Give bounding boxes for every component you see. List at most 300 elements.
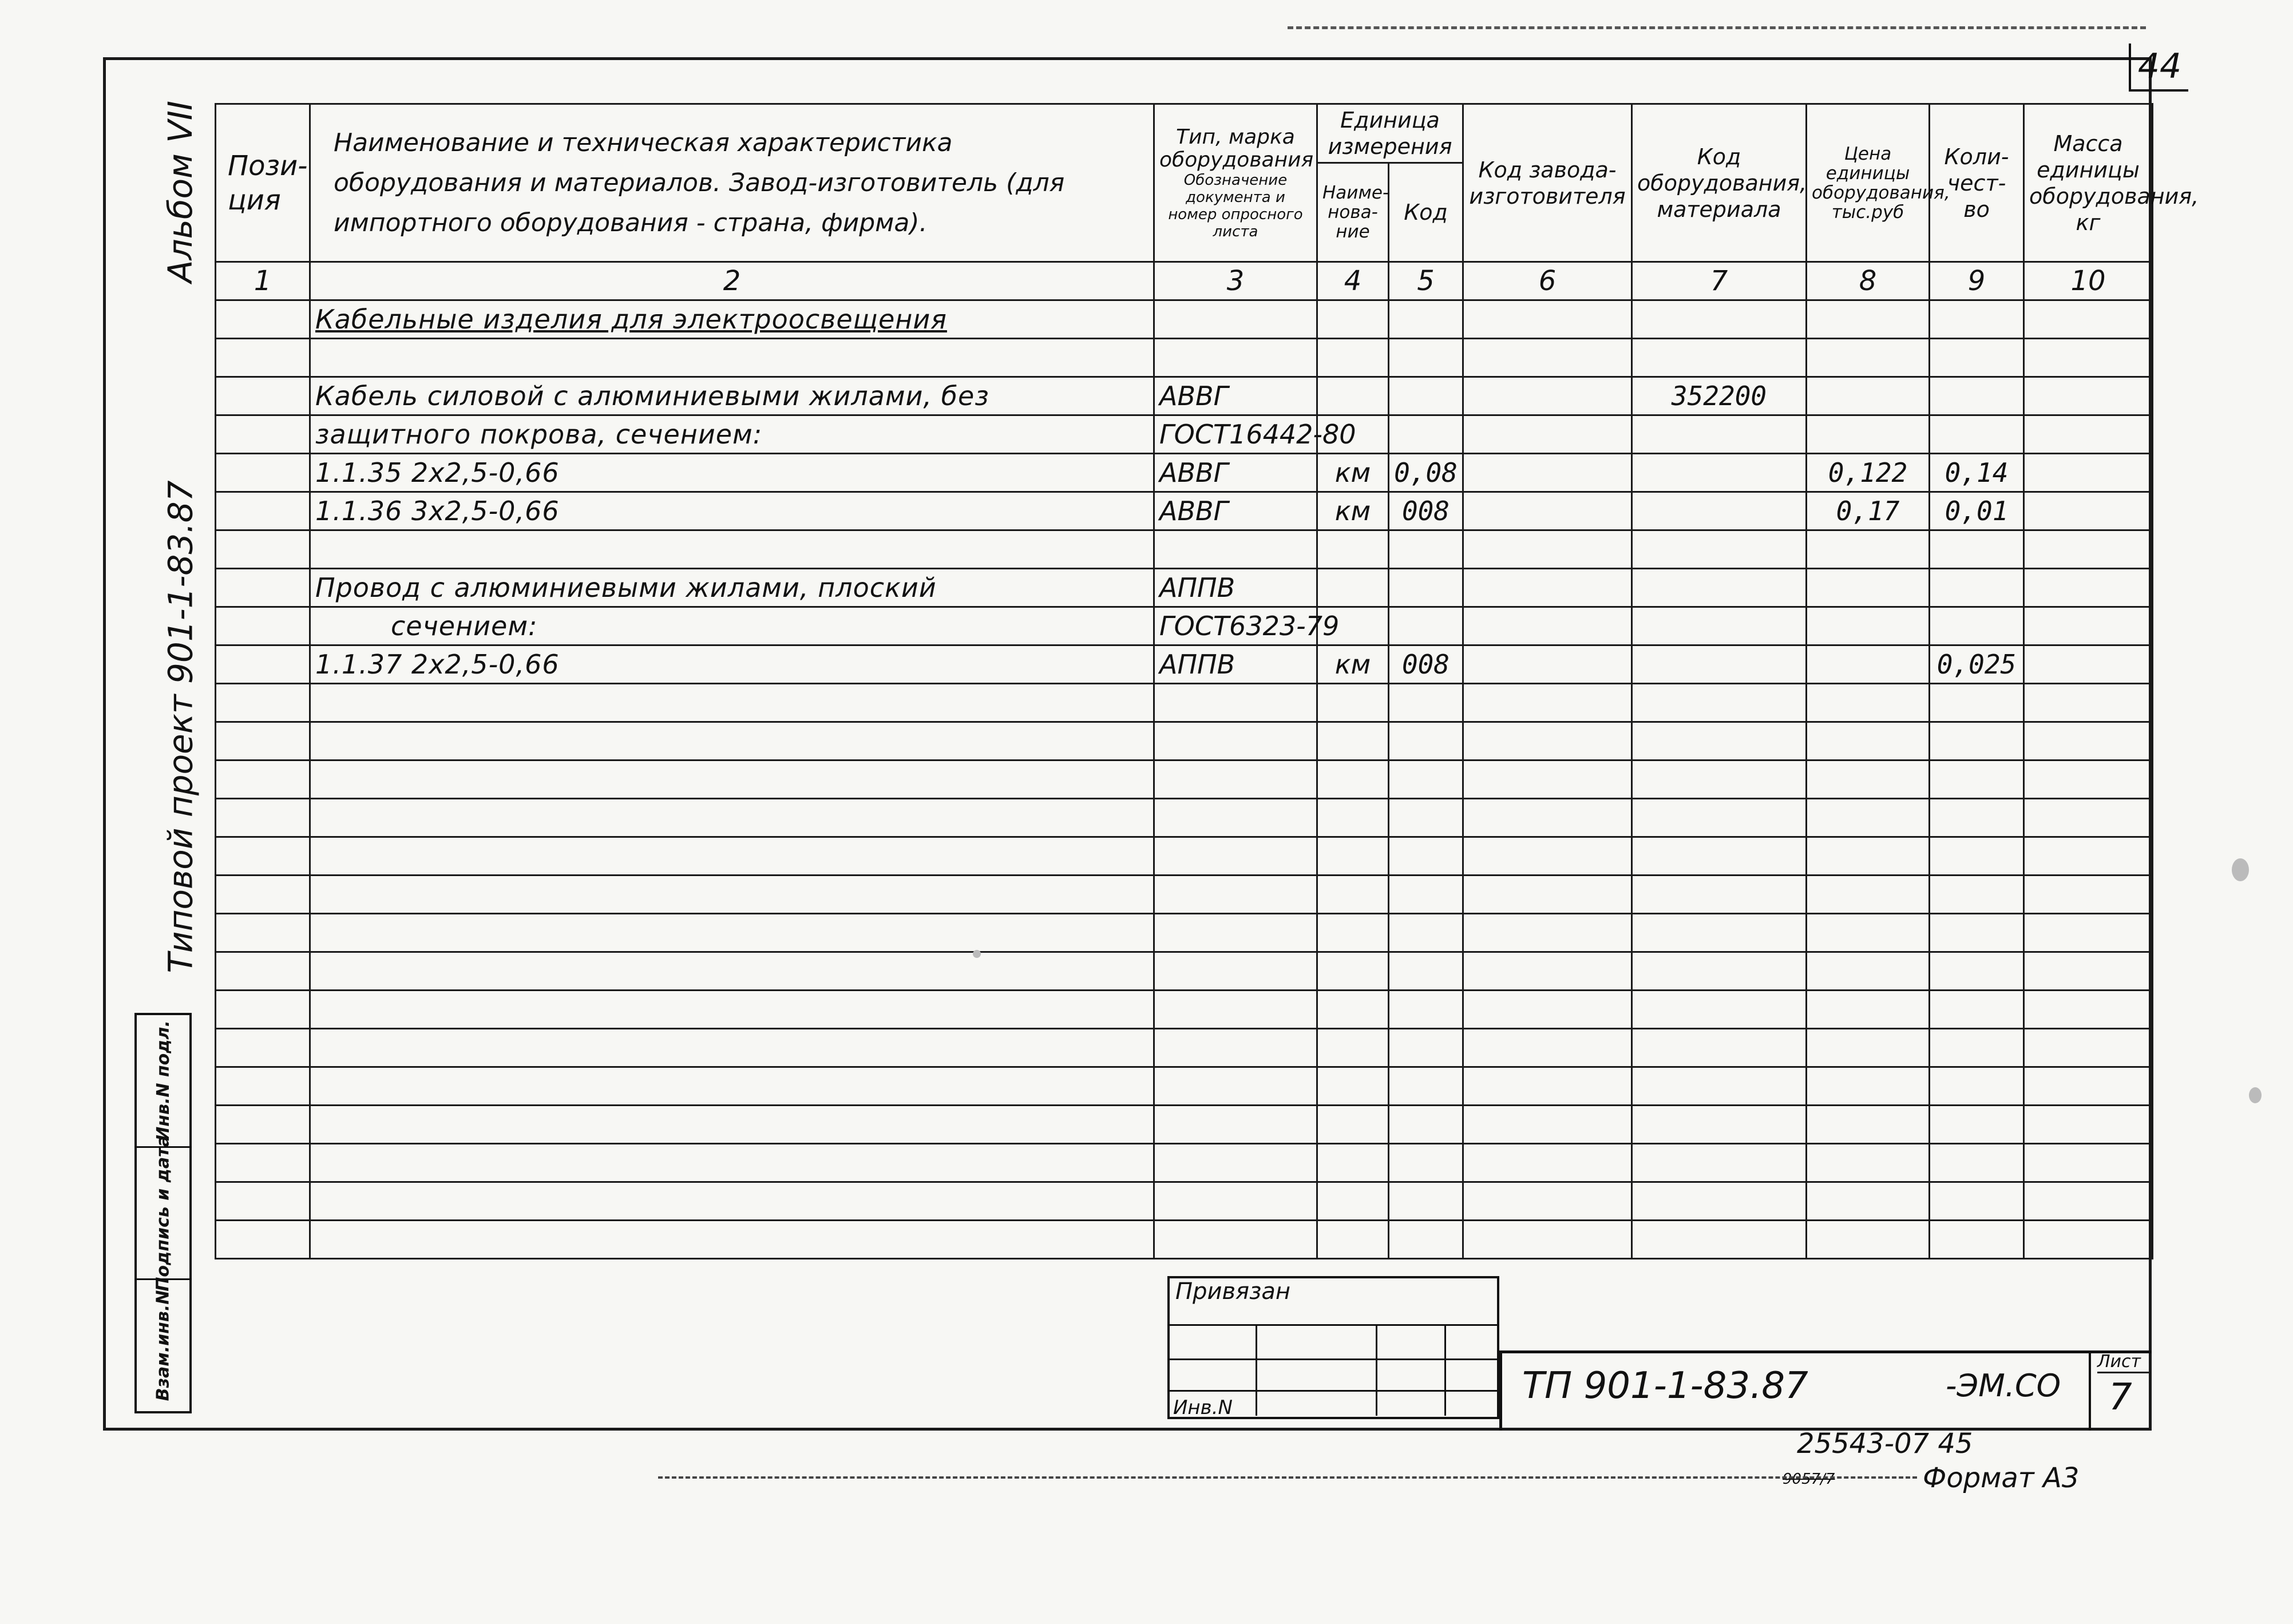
unit-name-cell: км (1317, 645, 1389, 684)
unit-code-cell: 008 (1389, 645, 1463, 684)
item-type-cell: ГОСТ16442-80 (1154, 415, 1317, 454)
item-name-cell: 1.1.35 2x2,5-0,66 (310, 454, 1154, 492)
item-type-cell (1154, 876, 1317, 914)
header-unit: Единица измерения (1317, 104, 1463, 163)
mass-cell (2024, 1221, 2153, 1259)
header-name: Наименование и техническая характеристика оборудования и материалов. Завод-изготовитель (для импортного оборудования - страна, фирма). (310, 104, 1154, 262)
material-code-cell (1632, 607, 1807, 645)
unit-code-cell (1389, 1106, 1463, 1144)
document-code: ТП 901-1-83.87 (1522, 1365, 1808, 1407)
mass-cell (2024, 1144, 2153, 1182)
quantity-cell (1930, 876, 2024, 914)
item-name-cell: Провод с алюминиевыми жилами, плоский (310, 569, 1154, 607)
price-cell (1807, 952, 1930, 991)
mass-cell (2024, 914, 2153, 952)
unit-code-cell (1389, 684, 1463, 722)
maker-code-cell (1463, 876, 1632, 914)
item-name-cell (310, 1182, 1154, 1221)
item-name-cell (310, 1106, 1154, 1144)
quantity-cell: 0,14 (1930, 454, 2024, 492)
position-cell (216, 1182, 310, 1221)
material-code-cell (1632, 645, 1807, 684)
material-code-cell (1632, 760, 1807, 799)
table-row (216, 1221, 2153, 1259)
header-type-main: Тип, марка оборудования (1159, 125, 1314, 172)
maker-code-cell (1463, 1221, 1632, 1259)
quantity-cell (1930, 760, 2024, 799)
price-cell (1807, 377, 1930, 415)
material-code-cell: 352200 (1632, 377, 1807, 415)
item-name-cell: 1.1.36 3x2,5-0,66 (310, 492, 1154, 530)
binding-inv-label: Инв.N (1173, 1396, 1233, 1419)
unit-name-cell (1317, 377, 1389, 415)
item-type-cell (1154, 991, 1317, 1029)
mass-cell (2024, 1029, 2153, 1067)
mass-cell (2024, 645, 2153, 684)
side-field-replacement-inv: Взам.инв.N (153, 1290, 173, 1401)
position-cell (216, 1221, 310, 1259)
unit-name-cell (1317, 1029, 1389, 1067)
position-cell (216, 837, 310, 876)
unit-code-cell (1389, 377, 1463, 415)
maker-code-cell (1463, 952, 1632, 991)
header-mass: Масса единицы оборудования, кг (2024, 104, 2153, 262)
maker-code-cell (1463, 1029, 1632, 1067)
material-code-cell (1632, 914, 1807, 952)
column-number: 2 (310, 262, 1154, 300)
unit-code-cell (1389, 530, 1463, 569)
position-cell (216, 569, 310, 607)
material-code-cell (1632, 569, 1807, 607)
unit-code-cell (1389, 952, 1463, 991)
mass-cell (2024, 530, 2153, 569)
maker-code-cell (1463, 837, 1632, 876)
column-number: 10 (2024, 262, 2153, 300)
quantity-cell (1930, 1221, 2024, 1259)
table-row (216, 645, 2153, 684)
item-type-cell (1154, 952, 1317, 991)
item-type-cell (1154, 300, 1317, 339)
position-cell (216, 1029, 310, 1067)
position-cell (216, 914, 310, 952)
table-row (216, 530, 2153, 569)
item-type-cell (1154, 1029, 1317, 1067)
item-name-cell (310, 837, 1154, 876)
quantity-cell (1930, 1029, 2024, 1067)
item-name-cell: защитного покрова, сечением: (310, 415, 1154, 454)
quantity-cell (1930, 1067, 2024, 1106)
item-name-cell (310, 991, 1154, 1029)
specification-table (215, 103, 2199, 1259)
unit-code-cell: 008 (1389, 492, 1463, 530)
maker-code-cell (1463, 339, 1632, 377)
mass-cell (2024, 339, 2153, 377)
item-type-cell (1154, 1144, 1317, 1182)
item-name-cell: Кабельные изделия для электроосвещения (310, 300, 1154, 339)
quantity-cell: 0,025 (1930, 645, 2024, 684)
mass-cell (2024, 837, 2153, 876)
price-cell (1807, 684, 1930, 722)
item-name-cell: Кабель силовой с алюминиевыми жилами, без (310, 377, 1154, 415)
maker-code-cell (1463, 684, 1632, 722)
price-cell (1807, 530, 1930, 569)
sheet-number: 7 (2109, 1376, 2132, 1419)
quantity-cell: 0,01 (1930, 492, 2024, 530)
unit-name-cell (1317, 952, 1389, 991)
mass-cell (2024, 722, 2153, 760)
bottom-dashed-rule (658, 1476, 1917, 1479)
price-cell (1807, 569, 1930, 607)
maker-code-cell (1463, 645, 1632, 684)
price-cell (1807, 607, 1930, 645)
table-row (216, 492, 2153, 530)
unit-code-cell (1389, 1182, 1463, 1221)
quantity-cell (1930, 607, 2024, 645)
side-field-signature-date: Подпись и дата (137, 1148, 189, 1281)
header-price: Цена единицы оборудования, тыс.руб (1807, 104, 1930, 262)
mass-cell (2024, 876, 2153, 914)
unit-name-cell (1317, 914, 1389, 952)
price-cell (1807, 1221, 1930, 1259)
unit-name-cell (1317, 876, 1389, 914)
price-cell (1807, 837, 1930, 876)
material-code-cell (1632, 454, 1807, 492)
binding-label: Привязан (1175, 1278, 1291, 1305)
item-type-cell: АППВ (1154, 645, 1317, 684)
quantity-cell (1930, 1106, 2024, 1144)
quantity-cell (1930, 837, 2024, 876)
table-row (216, 454, 2153, 492)
quantity-cell (1930, 377, 2024, 415)
unit-name-cell: км (1317, 454, 1389, 492)
side-album-label: Альбом VII (161, 100, 200, 283)
unit-code-cell (1389, 1221, 1463, 1259)
position-cell (216, 645, 310, 684)
document-suffix: -ЭМ.СО (1946, 1368, 2061, 1404)
maker-code-cell (1463, 454, 1632, 492)
price-cell (1807, 645, 1930, 684)
unit-code-cell (1389, 837, 1463, 876)
unit-name-cell (1317, 684, 1389, 722)
quantity-cell (1930, 1182, 2024, 1221)
material-code-cell (1632, 1067, 1807, 1106)
item-type-cell (1154, 684, 1317, 722)
unit-code-cell (1389, 339, 1463, 377)
quantity-cell (1930, 300, 2024, 339)
price-cell (1807, 415, 1930, 454)
item-name-cell (310, 1029, 1154, 1067)
price-cell (1807, 1029, 1930, 1067)
table-row (216, 684, 2153, 722)
position-cell (216, 799, 310, 837)
material-code-cell (1632, 530, 1807, 569)
column-number: 8 (1807, 262, 1930, 300)
page-number: 44 (2129, 43, 2188, 92)
unit-name-cell (1317, 530, 1389, 569)
maker-code-cell (1463, 991, 1632, 1029)
unit-code-cell (1389, 991, 1463, 1029)
small-stamp-number: 9057/7 (1783, 1471, 1835, 1488)
price-cell (1807, 722, 1930, 760)
maker-code-cell (1463, 300, 1632, 339)
item-name-cell (310, 876, 1154, 914)
unit-name-cell (1317, 760, 1389, 799)
mass-cell (2024, 300, 2153, 339)
item-type-cell (1154, 914, 1317, 952)
price-cell (1807, 876, 1930, 914)
item-type-cell (1154, 722, 1317, 760)
scan-speck (973, 950, 981, 958)
material-code-cell (1632, 952, 1807, 991)
mass-cell (2024, 1067, 2153, 1106)
quantity-cell (1930, 339, 2024, 377)
unit-code-cell (1389, 876, 1463, 914)
table-row (216, 837, 2153, 876)
quantity-cell (1930, 415, 2024, 454)
item-name-cell (310, 760, 1154, 799)
mass-cell (2024, 991, 2153, 1029)
unit-name-cell (1317, 1106, 1389, 1144)
position-cell (216, 377, 310, 415)
table-row (216, 1067, 2153, 1106)
position-cell (216, 1144, 310, 1182)
table-row (216, 1182, 2153, 1221)
maker-code-cell (1463, 377, 1632, 415)
mass-cell (2024, 1182, 2153, 1221)
position-cell (216, 415, 310, 454)
table-row (216, 607, 2153, 645)
material-code-cell (1632, 492, 1807, 530)
item-name-cell (310, 1221, 1154, 1259)
position-cell (216, 339, 310, 377)
header-unit-code: Код (1389, 163, 1463, 262)
item-type-cell: АВВГ (1154, 454, 1317, 492)
price-cell (1807, 760, 1930, 799)
column-number: 3 (1154, 262, 1317, 300)
unit-name-cell (1317, 1144, 1389, 1182)
unit-code-cell (1389, 415, 1463, 454)
scan-speck (2249, 1087, 2262, 1103)
column-number: 7 (1632, 262, 1807, 300)
mass-cell (2024, 684, 2153, 722)
mass-cell (2024, 569, 2153, 607)
item-name-cell (310, 952, 1154, 991)
material-code-cell (1632, 991, 1807, 1029)
column-number: 9 (1930, 262, 2024, 300)
mass-cell (2024, 952, 2153, 991)
item-name-cell (310, 914, 1154, 952)
unit-code-cell (1389, 569, 1463, 607)
table-row (216, 760, 2153, 799)
material-code-cell (1632, 876, 1807, 914)
item-name-cell: сечением: (310, 607, 1154, 645)
position-cell (216, 1106, 310, 1144)
item-type-cell (1154, 530, 1317, 569)
unit-code-cell (1389, 1144, 1463, 1182)
header-material-code: Код оборудования, материала (1632, 104, 1807, 262)
archive-number: 25543-07 45 (1797, 1428, 1973, 1460)
position-cell (216, 684, 310, 722)
material-code-cell (1632, 1144, 1807, 1182)
format-label: Формат А3 (1923, 1462, 2080, 1494)
quantity-cell (1930, 722, 2024, 760)
top-dashed-rule (1288, 26, 2146, 29)
table-row (216, 300, 2153, 339)
unit-name-cell (1317, 339, 1389, 377)
material-code-cell (1632, 300, 1807, 339)
table-row (216, 991, 2153, 1029)
unit-code-cell (1389, 300, 1463, 339)
price-cell (1807, 339, 1930, 377)
unit-code-cell (1389, 722, 1463, 760)
header-type (1154, 104, 1317, 262)
unit-code-cell (1389, 799, 1463, 837)
quantity-cell (1930, 1144, 2024, 1182)
table-row (216, 1029, 2153, 1067)
mass-cell (2024, 415, 2153, 454)
table-row (216, 1106, 2153, 1144)
unit-code-cell (1389, 1029, 1463, 1067)
column-number: 6 (1463, 262, 1632, 300)
column-number: 5 (1389, 262, 1463, 300)
price-cell (1807, 300, 1930, 339)
position-cell (216, 760, 310, 799)
unit-name-cell (1317, 991, 1389, 1029)
quantity-cell (1930, 799, 2024, 837)
price-cell (1807, 799, 1930, 837)
table-row (216, 415, 2153, 454)
quantity-cell (1930, 684, 2024, 722)
unit-name-cell (1317, 1182, 1389, 1221)
item-name-cell (310, 722, 1154, 760)
table-row (216, 722, 2153, 760)
price-cell (1807, 991, 1930, 1029)
item-name-cell (310, 530, 1154, 569)
position-cell (216, 492, 310, 530)
mass-cell (2024, 454, 2153, 492)
table-row (216, 339, 2153, 377)
price-cell (1807, 1106, 1930, 1144)
item-type-cell: АВВГ (1154, 377, 1317, 415)
item-name-cell (310, 339, 1154, 377)
item-name-cell (310, 684, 1154, 722)
item-type-cell: ГОСТ6323-79 (1154, 607, 1317, 645)
item-name-cell (310, 799, 1154, 837)
item-type-cell (1154, 760, 1317, 799)
item-name-cell (310, 1067, 1154, 1106)
item-type-cell: АППВ (1154, 569, 1317, 607)
unit-name-cell (1317, 837, 1389, 876)
mass-cell (2024, 799, 2153, 837)
position-cell (216, 300, 310, 339)
price-cell (1807, 1067, 1930, 1106)
unit-code-cell (1389, 1067, 1463, 1106)
header-maker-code: Код завода-изготовителя (1463, 104, 1632, 262)
position-cell (216, 1067, 310, 1106)
side-signature-fields (134, 1013, 192, 1413)
material-code-cell (1632, 799, 1807, 837)
maker-code-cell (1463, 1106, 1632, 1144)
table-row (216, 569, 2153, 607)
unit-code-cell (1389, 607, 1463, 645)
position-cell (216, 722, 310, 760)
unit-code-cell (1389, 760, 1463, 799)
maker-code-cell (1463, 415, 1632, 454)
position-cell (216, 952, 310, 991)
material-code-cell (1632, 1106, 1807, 1144)
unit-name-cell (1317, 799, 1389, 837)
material-code-cell (1632, 415, 1807, 454)
position-cell (216, 530, 310, 569)
column-number: 1 (216, 262, 310, 300)
maker-code-cell (1463, 1182, 1632, 1221)
maker-code-cell (1463, 914, 1632, 952)
unit-name-cell (1317, 300, 1389, 339)
mass-cell (2024, 760, 2153, 799)
mass-cell (2024, 377, 2153, 415)
unit-name-cell: км (1317, 492, 1389, 530)
quantity-cell (1930, 530, 2024, 569)
side-project-label: Типовой проект 901-1-83.87 (161, 480, 200, 973)
material-code-cell (1632, 684, 1807, 722)
mass-cell (2024, 1106, 2153, 1144)
item-name-cell (310, 1144, 1154, 1182)
unit-name-cell (1317, 1067, 1389, 1106)
table-row (216, 914, 2153, 952)
side-field-inv-original: Инв.N подл. (137, 1015, 189, 1148)
maker-code-cell (1463, 492, 1632, 530)
material-code-cell (1632, 1182, 1807, 1221)
price-cell: 0,17 (1807, 492, 1930, 530)
item-type-cell (1154, 837, 1317, 876)
header-position: Пози-ция (216, 104, 310, 262)
maker-code-cell (1463, 1144, 1632, 1182)
maker-code-cell (1463, 1067, 1632, 1106)
column-number: 4 (1317, 262, 1389, 300)
maker-code-cell (1463, 607, 1632, 645)
maker-code-cell (1463, 530, 1632, 569)
item-type-cell (1154, 339, 1317, 377)
header-quantity: Коли-чест-во (1930, 104, 2024, 262)
quantity-cell (1930, 914, 2024, 952)
material-code-cell (1632, 837, 1807, 876)
sheet-label: Лист (2097, 1352, 2149, 1373)
maker-code-cell (1463, 799, 1632, 837)
unit-name-cell (1317, 1221, 1389, 1259)
position-cell (216, 454, 310, 492)
material-code-cell (1632, 722, 1807, 760)
column-number-row (216, 262, 2153, 300)
header-type-doc: Обозначение документа и номер опросного листа (1168, 171, 1303, 240)
maker-code-cell (1463, 569, 1632, 607)
position-cell (216, 991, 310, 1029)
item-type-cell (1154, 1067, 1317, 1106)
table-row (216, 952, 2153, 991)
mass-cell (2024, 607, 2153, 645)
item-name-cell: 1.1.37 2x2,5-0,66 (310, 645, 1154, 684)
mass-cell (2024, 492, 2153, 530)
quantity-cell (1930, 569, 2024, 607)
material-code-cell (1632, 1029, 1807, 1067)
item-type-cell (1154, 1182, 1317, 1221)
table-row (216, 1144, 2153, 1182)
quantity-cell (1930, 991, 2024, 1029)
unit-code-cell: 0,08 (1389, 454, 1463, 492)
unit-name-cell (1317, 722, 1389, 760)
price-cell (1807, 1144, 1930, 1182)
position-cell (216, 607, 310, 645)
scan-speck (2232, 858, 2249, 881)
